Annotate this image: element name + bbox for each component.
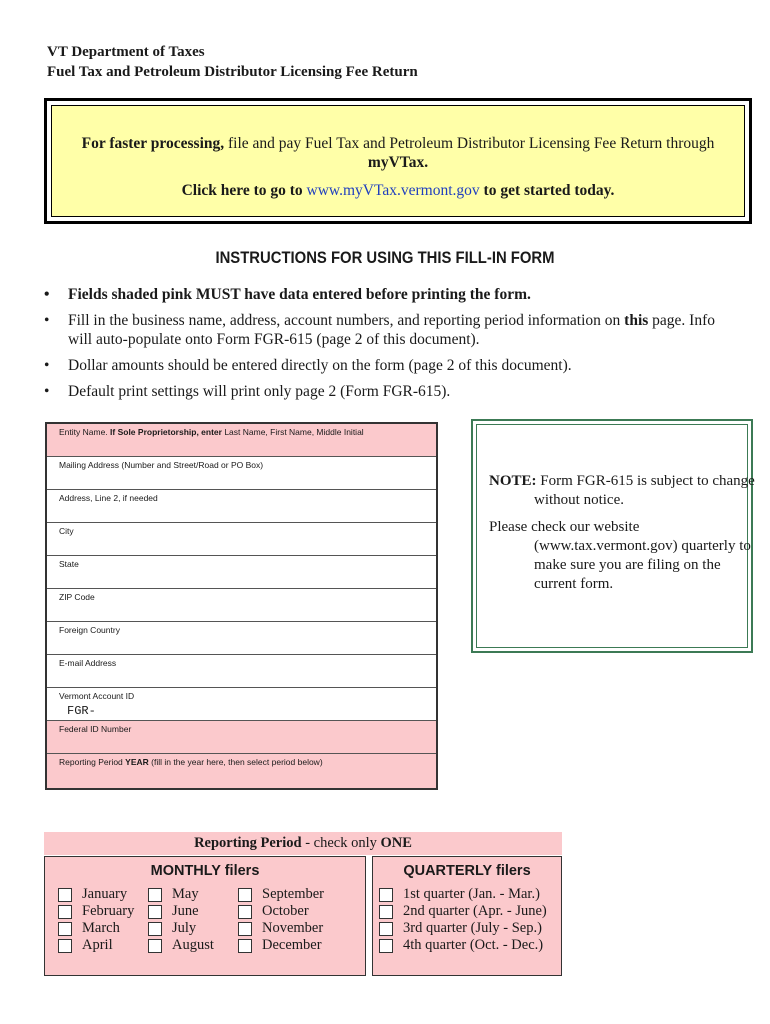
- email-field[interactable]: E-mail Address: [47, 655, 436, 688]
- quarter-option[interactable]: 2nd quarter (Apr. - June): [379, 903, 547, 920]
- month-option[interactable]: January: [58, 886, 134, 903]
- checkbox[interactable]: [379, 939, 393, 953]
- form-title: Fuel Tax and Petroleum Distributor Licensing Fee Return: [47, 64, 418, 80]
- checkbox[interactable]: [238, 922, 252, 936]
- month-option[interactable]: July: [148, 920, 214, 937]
- entity-name-field[interactable]: Entity Name. If Sole Proprietorship, enter Last Name, First Name, Middle Initial: [47, 424, 436, 457]
- state-field[interactable]: State: [47, 556, 436, 589]
- notice-click-line: Click here to go to www.myVTax.vermont.gov to get started today.: [181, 182, 615, 199]
- checkbox[interactable]: [58, 939, 72, 953]
- checkbox[interactable]: [148, 939, 162, 953]
- note-box: [471, 419, 753, 653]
- months-column-1: [58, 886, 134, 954]
- instruction-item: • Default print settings will print only page 2 (Form FGR-615).: [42, 382, 722, 401]
- checkbox[interactable]: [238, 888, 252, 902]
- months-column-3: [238, 886, 324, 954]
- month-option[interactable]: November: [238, 920, 324, 937]
- month-option[interactable]: March: [58, 920, 134, 937]
- reporting-year-field[interactable]: Reporting Period YEAR (fill in the year here, then select period below): [47, 754, 436, 788]
- month-option[interactable]: June: [148, 903, 214, 920]
- month-option[interactable]: April: [58, 937, 134, 954]
- myvtax-link[interactable]: www.myVTax.vermont.gov: [306, 182, 480, 199]
- checkbox[interactable]: [379, 888, 393, 902]
- quarter-option[interactable]: 4th quarter (Oct. - Dec.): [379, 937, 547, 954]
- zip-code-field[interactable]: ZIP Code: [47, 589, 436, 622]
- city-field[interactable]: City: [47, 523, 436, 556]
- checkbox[interactable]: [148, 922, 162, 936]
- department-title: VT Department of Taxes: [47, 44, 205, 60]
- vermont-account-id-value: FGR-: [67, 704, 96, 718]
- quarterly-filers-title: QUARTERLY filers: [403, 863, 531, 879]
- mailing-address-field[interactable]: Mailing Address (Number and Street/Road or PO Box): [47, 457, 436, 490]
- checkbox[interactable]: [148, 888, 162, 902]
- month-option[interactable]: May: [148, 886, 214, 903]
- checkbox[interactable]: [58, 905, 72, 919]
- month-option[interactable]: October: [238, 903, 324, 920]
- months-column-2: [148, 886, 214, 954]
- month-option[interactable]: September: [238, 886, 324, 903]
- myvtax-notice: [44, 98, 752, 224]
- checkbox[interactable]: [238, 939, 252, 953]
- foreign-country-field[interactable]: Foreign Country: [47, 622, 436, 655]
- business-info-fields: [45, 422, 438, 790]
- instruction-item: • Fields shaded pink MUST have data entered before printing the form.: [42, 285, 722, 304]
- checkbox[interactable]: [58, 922, 72, 936]
- form-header: [47, 42, 418, 82]
- reporting-period-title: Reporting Period - check only ONE: [44, 832, 562, 855]
- address-line2-field[interactable]: Address, Line 2, if needed: [47, 490, 436, 523]
- note-text: NOTE: Form FGR-615 is subject to change without notice.: [489, 473, 755, 508]
- quarter-option[interactable]: 3rd quarter (July - Sep.): [379, 920, 547, 937]
- checkbox[interactable]: [148, 905, 162, 919]
- monthly-filers-title: MONTHLY filers: [150, 863, 260, 879]
- quarters-column: [379, 886, 547, 954]
- notice-text: For faster processing, file and pay Fuel Tax and Petroleum Distributor Licensing Fee Return through myVTax.: [81, 135, 715, 171]
- checkbox[interactable]: [379, 922, 393, 936]
- checkbox[interactable]: [379, 905, 393, 919]
- note-website-text: Please check our website (www.tax.vermont.gov) quarterly to make sure you are filing on the current form.: [489, 519, 751, 592]
- checkbox[interactable]: [238, 905, 252, 919]
- instructions-list: [42, 285, 722, 408]
- federal-id-field[interactable]: Federal ID Number: [47, 721, 436, 754]
- checkbox[interactable]: [58, 888, 72, 902]
- month-option[interactable]: February: [58, 903, 134, 920]
- month-option[interactable]: August: [148, 937, 214, 954]
- quarter-option[interactable]: 1st quarter (Jan. - Mar.): [379, 886, 547, 903]
- instructions-title: INSTRUCTIONS FOR USING THIS FILL-IN FORM: [215, 249, 555, 267]
- instruction-item: • Fill in the business name, address, account numbers, and reporting period information on this page. Info will auto-populate onto Form FGR-615 (page 2 of this document).: [42, 311, 722, 349]
- instruction-item: • Dollar amounts should be entered directly on the form (page 2 of this document).: [42, 356, 722, 375]
- vermont-account-id-field[interactable]: Vermont Account ID FGR-: [47, 688, 436, 721]
- month-option[interactable]: December: [238, 937, 324, 954]
